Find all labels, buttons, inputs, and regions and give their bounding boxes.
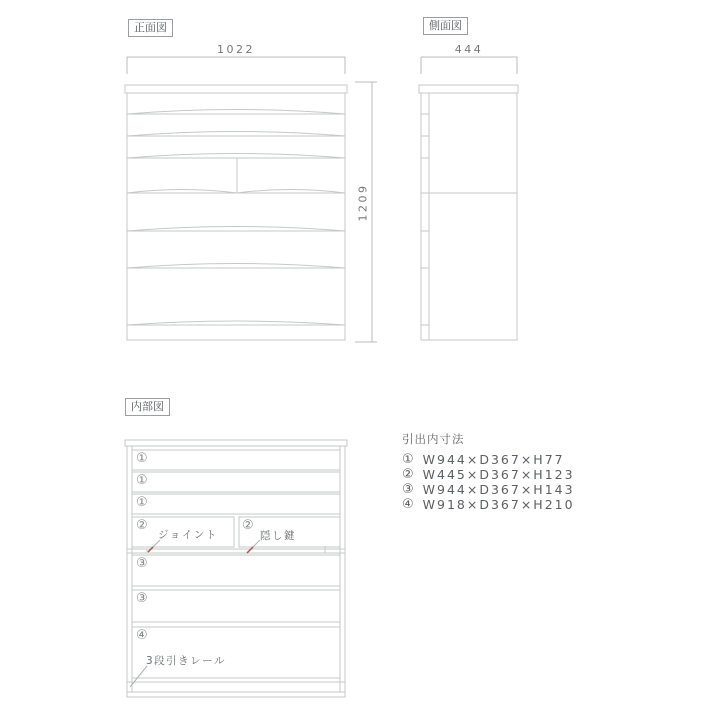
drawer-marker-5: ② (242, 518, 254, 533)
drawer-dims-symbol: ④ (402, 497, 414, 512)
front-view-drawing (125, 85, 347, 340)
rail-label: 3段引きレール (146, 655, 226, 667)
drawer-dims-row (402, 452, 575, 467)
front-width-dimension: 1022 (217, 43, 255, 56)
drawer-marker-4: ② (136, 518, 148, 533)
drawer-dims-symbol: ② (402, 467, 414, 482)
drawer-dims-text: W944×D367×H77 (422, 452, 565, 467)
drawer-dimensions-list (402, 431, 575, 512)
side-view-dimension-lines (421, 57, 517, 74)
side-view-drawing (419, 85, 518, 340)
front-height-dimension: 1209 (356, 183, 370, 222)
drawer-marker-7: ③ (136, 591, 148, 606)
drawer-marker-6: ③ (136, 556, 148, 571)
drawer-dims-row (402, 467, 575, 482)
hidden-lock-label: 隠し鍵 (260, 530, 296, 542)
drawer-marker-3: ① (136, 495, 148, 510)
drawer-marker-1: ① (136, 451, 148, 466)
joint-label: ジョイント (158, 529, 218, 541)
drawer-dims-text: W918×D367×H210 (422, 497, 575, 512)
drawer-dimensions-title: 引出内寸法 (402, 432, 465, 446)
drawer-dims-row (402, 497, 575, 512)
drawer-dims-text: W944×D367×H143 (422, 482, 575, 497)
drawer-dims-symbol: ③ (402, 482, 414, 497)
drawer-dims-text: W445×D367×H123 (422, 467, 575, 482)
front-view-label: 正面図 (128, 19, 173, 37)
drawer-marker-2: ① (136, 473, 148, 488)
drawer-dims-symbol: ① (402, 452, 414, 467)
internal-view-label: 内部図 (125, 398, 170, 416)
drawer-marker-8: ④ (136, 628, 148, 643)
side-view-label: 側面図 (423, 17, 468, 35)
side-width-dimension: 444 (454, 43, 484, 56)
front-view-dimension-lines (127, 57, 377, 342)
drawer-dims-row (402, 482, 575, 497)
